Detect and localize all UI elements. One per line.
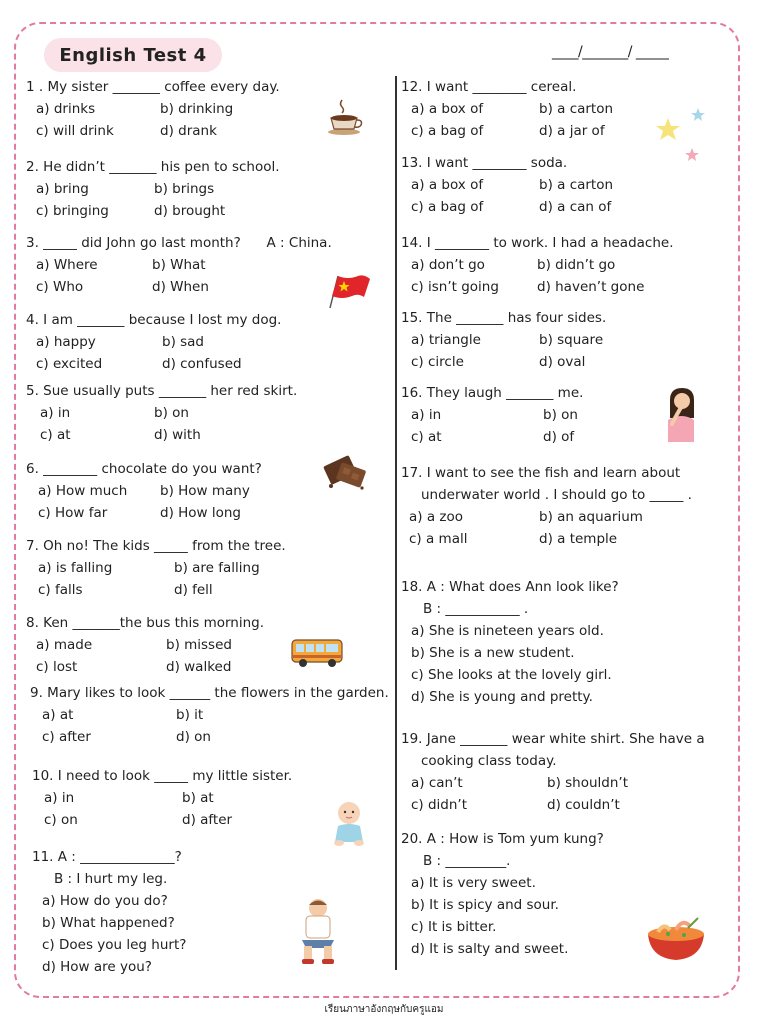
question-text: 20. A : How is Tom yum kung?: [401, 831, 604, 847]
option-c[interactable]: c) at: [40, 427, 71, 443]
question-text-line2: B : I hurt my leg.: [54, 871, 168, 887]
question-5: [26, 380, 297, 446]
question-14: [401, 232, 674, 298]
option-d[interactable]: d) She is young and pretty.: [411, 689, 593, 705]
question-text: 8. Ken _______the bus this morning.: [26, 615, 265, 631]
question-text: 2. He didn’t _______ his pen to school.: [26, 159, 280, 175]
question-1: [26, 76, 290, 142]
option-a[interactable]: a) happy: [36, 334, 96, 350]
option-a[interactable]: a) triangle: [411, 332, 481, 348]
question-7: [26, 535, 304, 601]
question-6: [26, 458, 290, 524]
option-b[interactable]: b) a carton: [539, 177, 614, 193]
question-text: 18. A : What does Ann look like?: [401, 579, 619, 595]
option-b[interactable]: b) it: [176, 707, 204, 723]
question-text-line2: underwater world . I should go to _____ .: [421, 487, 692, 503]
option-c[interactable]: c) falls: [38, 582, 83, 598]
question-4: [26, 309, 292, 375]
option-b[interactable]: b) It is spicy and sour.: [411, 897, 559, 913]
question-text: 12. I want ________ cereal.: [401, 79, 577, 95]
option-d[interactable]: d) with: [154, 427, 201, 443]
option-d[interactable]: d) after: [182, 812, 233, 828]
option-d[interactable]: d) brought: [154, 203, 226, 219]
question-9: [30, 682, 389, 748]
option-b[interactable]: b) brings: [154, 181, 215, 197]
option-a[interactable]: a) How do you do?: [42, 893, 168, 909]
question-10: [32, 765, 312, 831]
option-c[interactable]: c) isn’t going: [411, 279, 499, 295]
test-title: English Test 4: [44, 38, 222, 72]
option-b[interactable]: b) How many: [160, 483, 250, 499]
option-c[interactable]: c) at: [411, 429, 442, 445]
question-text: 6. ________ chocolate do you want?: [26, 461, 262, 477]
footer-credit: เรียนภาษาอังกฤษกับครูแอม: [324, 1004, 444, 1015]
option-d[interactable]: d) How long: [160, 505, 242, 521]
question-text: 19. Jane _______ wear white shirt. She have a: [401, 731, 705, 747]
option-a[interactable]: a) at: [42, 707, 74, 723]
option-b[interactable]: b) didn’t go: [537, 257, 616, 273]
question-3: [26, 232, 332, 298]
option-d[interactable]: d) When: [152, 279, 209, 295]
option-b[interactable]: b) drinking: [160, 101, 234, 117]
option-d[interactable]: d) confused: [162, 356, 242, 372]
option-a[interactable]: a) a box of: [411, 177, 484, 193]
option-c[interactable]: c) will drink: [36, 123, 114, 139]
option-c[interactable]: c) How far: [38, 505, 108, 521]
option-c[interactable]: c) a bag of: [411, 123, 484, 139]
option-b[interactable]: b) She is a new student.: [411, 645, 575, 661]
option-a[interactable]: a) a zoo: [409, 509, 463, 525]
option-a[interactable]: a) made: [36, 637, 93, 653]
option-d[interactable]: d) How are you?: [42, 959, 152, 975]
question-18: [401, 576, 619, 708]
coffee-cup-icon: [326, 98, 364, 136]
question-19: [401, 728, 705, 816]
option-c[interactable]: c) didn’t: [411, 797, 468, 813]
chocolate-icon: [322, 450, 368, 492]
option-d[interactable]: d) fell: [174, 582, 213, 598]
bus-icon: [290, 636, 344, 668]
question-text-line2: B : _________.: [423, 853, 511, 869]
option-b[interactable]: b) missed: [166, 637, 232, 653]
option-a[interactable]: a) don’t go: [411, 257, 485, 273]
option-b[interactable]: b) square: [539, 332, 604, 348]
question-text: 10. I need to look _____ my little sister.: [32, 768, 293, 784]
question-text: 5. Sue usually puts _______ her red skirt.: [26, 383, 298, 399]
option-a[interactable]: a) How much: [38, 483, 128, 499]
question-text: 16. They laugh _______ me.: [401, 385, 584, 401]
option-a[interactable]: a) is falling: [38, 560, 113, 576]
question-text: 15. The _______ has four sides.: [401, 310, 607, 326]
question-11: [32, 846, 186, 978]
option-a[interactable]: a) It is very sweet.: [411, 875, 536, 891]
question-8: [26, 612, 296, 678]
question-13: [401, 152, 669, 218]
option-c[interactable]: c) Who: [36, 279, 84, 295]
option-d[interactable]: d) drank: [160, 123, 217, 139]
question-text: 13. I want ________ soda.: [401, 155, 568, 171]
option-c[interactable]: c) circle: [411, 354, 464, 370]
stars-icon: [654, 104, 710, 166]
option-a[interactable]: a) bring: [36, 181, 89, 197]
option-d[interactable]: d) a jar of: [539, 123, 605, 139]
option-c[interactable]: c) after: [42, 729, 91, 745]
option-c[interactable]: c) lost: [36, 659, 78, 675]
question-12: [401, 76, 669, 142]
option-a[interactable]: a) Where: [36, 257, 98, 273]
question-2: [26, 156, 284, 222]
option-a[interactable]: a) drinks: [36, 101, 96, 117]
option-a[interactable]: a) in: [411, 407, 442, 423]
option-d[interactable]: d) It is salty and sweet.: [411, 941, 569, 957]
option-a[interactable]: a) can’t: [411, 775, 463, 791]
option-d[interactable]: d) of: [543, 429, 575, 445]
question-16: [401, 382, 673, 448]
question-text: 9. Mary likes to look ______ the flowers in the garden.: [30, 685, 389, 701]
tom-yum-bowl-icon: [644, 912, 708, 964]
option-c[interactable]: c) a mall: [409, 531, 468, 547]
option-d[interactable]: d) a temple: [539, 531, 618, 547]
option-c[interactable]: c) She looks at the lovely girl.: [411, 667, 612, 683]
date-line: ____/_______/ _____: [552, 44, 669, 60]
option-a[interactable]: a) a box of: [411, 101, 484, 117]
question-text-line2: cooking class today.: [421, 753, 557, 769]
option-b[interactable]: b) What: [152, 257, 206, 273]
china-flag-icon: [326, 272, 374, 310]
option-b[interactable]: b) an aquarium: [539, 509, 643, 525]
option-c[interactable]: c) It is bitter.: [411, 919, 497, 935]
option-d[interactable]: d) walked: [166, 659, 232, 675]
question-text: 1 . My sister _______ coffee every day.: [26, 79, 280, 95]
option-b[interactable]: b) a carton: [539, 101, 614, 117]
option-c[interactable]: c) Does you leg hurt?: [42, 937, 187, 953]
option-b[interactable]: b) at: [182, 790, 214, 806]
option-c[interactable]: c) on: [44, 812, 78, 828]
option-d[interactable]: d) on: [176, 729, 211, 745]
question-text: 11. A : ______________?: [32, 849, 182, 865]
question-text: 3. _____ did John go last month? A : China.: [26, 235, 332, 251]
option-a[interactable]: a) in: [40, 405, 71, 421]
option-c[interactable]: c) bringing: [36, 203, 109, 219]
option-b[interactable]: b) sad: [162, 334, 205, 350]
option-b[interactable]: b) shouldn’t: [547, 775, 628, 791]
hurt-boy-icon: [294, 896, 342, 966]
option-b[interactable]: b) What happened?: [42, 915, 175, 931]
option-b[interactable]: b) on: [543, 407, 578, 423]
option-a[interactable]: a) in: [44, 790, 75, 806]
option-b[interactable]: b) on: [154, 405, 189, 421]
option-a[interactable]: a) She is nineteen years old.: [411, 623, 604, 639]
question-text: 14. I ________ to work. I had a headache.: [401, 235, 674, 251]
question-text: 4. I am _______ because I lost my dog.: [26, 312, 282, 328]
option-c[interactable]: c) excited: [36, 356, 103, 372]
question-text: 17. I want to see the fish and learn about: [401, 465, 681, 481]
question-text-line2: B : ___________ .: [423, 601, 529, 617]
option-d[interactable]: d) haven’t gone: [537, 279, 645, 295]
question-17: [401, 462, 692, 550]
option-c[interactable]: c) a bag of: [411, 199, 484, 215]
column-divider: [395, 76, 397, 970]
question-20: [401, 828, 604, 960]
option-d[interactable]: d) oval: [539, 354, 586, 370]
option-b[interactable]: b) are falling: [174, 560, 260, 576]
question-15: [401, 307, 669, 373]
baby-icon: [330, 800, 368, 848]
girl-thinking-icon: [662, 386, 700, 444]
option-d[interactable]: d) couldn’t: [547, 797, 620, 813]
question-text: 7. Oh no! The kids _____ from the tree.: [26, 538, 286, 554]
option-d[interactable]: d) a can of: [539, 199, 612, 215]
